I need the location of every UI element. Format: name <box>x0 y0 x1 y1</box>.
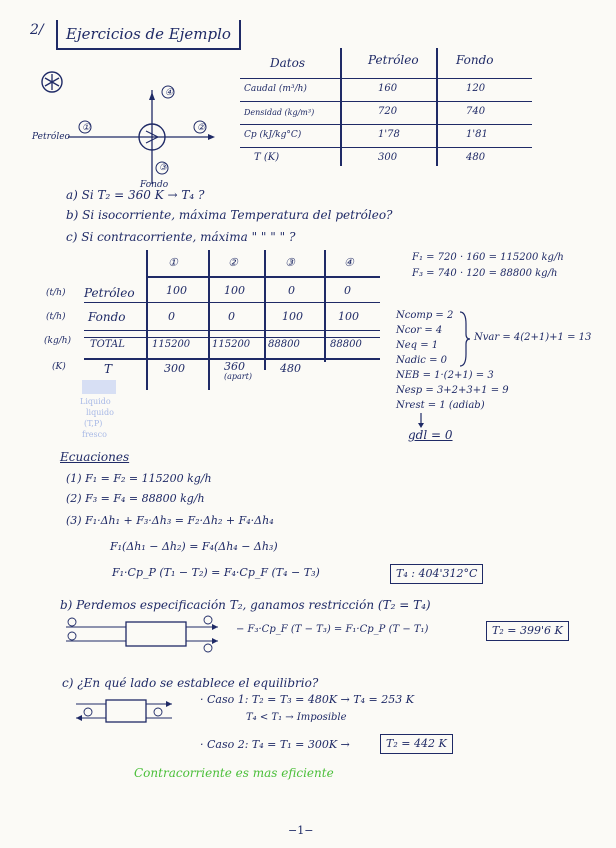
table-row: Caudal (m³/h) 160 120 <box>240 79 532 102</box>
result-a: T₄ : 404'312°C <box>390 564 483 584</box>
equation-3: (3) F₁·Δh₁ + F₃·Δh₃ = F₂·Δh₂ + F₄·Δh₄ <box>66 514 274 527</box>
stream-label-2: ② <box>197 123 206 133</box>
highlight-mark <box>82 380 116 394</box>
faded-note: liquido <box>86 408 114 417</box>
gdl: gdl = 0 <box>408 428 453 442</box>
table-row: T (K) 300 480 <box>254 152 486 163</box>
dof-line: Nrest = 1 (adiab) <box>396 400 485 411</box>
equations-title: Ecuaciones <box>60 450 130 464</box>
col-fondo: Fondo <box>456 53 494 67</box>
cocurrent-diagram <box>62 616 222 652</box>
question-c: c) Si contracorriente, máxima " " " " ? <box>66 230 296 244</box>
stream-label-1: ① <box>82 123 91 133</box>
header-stream-2: ② <box>228 256 238 269</box>
faded-note: fresco <box>82 430 107 439</box>
question-b: b) Si isocorriente, máxima Temperatura del petróleo? <box>66 208 393 222</box>
case-2: · Caso 2: T₄ = T₁ = 300K → <box>200 738 350 751</box>
result-b: T₂ = 399'6 K <box>486 621 569 641</box>
section-number: 2/ <box>30 22 44 38</box>
brace-icon <box>458 310 472 368</box>
countercurrent-diagram <box>74 694 174 728</box>
header-stream-1: ① <box>168 256 178 269</box>
faded-note: (T,P) <box>84 419 103 428</box>
label-fondo: Fondo <box>140 180 169 190</box>
dof-line: Ncor = 4 <box>396 325 443 336</box>
case-1b: T₄ < T₁ → Imposible <box>246 712 347 723</box>
data-table <box>240 48 532 170</box>
part-c-text: c) ¿En qué lado se establece el equilibrio? <box>62 676 319 690</box>
header-stream-3: ③ <box>285 256 295 269</box>
arrow-down-icon <box>416 413 426 429</box>
page-number: −1− <box>288 824 314 837</box>
conclusion: Contracorriente es mas eficiente <box>134 766 334 780</box>
question-a: a) Si T₂ = 360 K → T₄ ? <box>66 188 205 202</box>
dof-line: Ncomp = 2 <box>396 310 454 321</box>
case-1: · Caso 1: T₂ = T₃ = 480K → T₄ = 253 K <box>200 693 414 706</box>
dof-line: Nadic = 0 <box>396 355 448 366</box>
equation-1: (1) F₁ = F₂ = 115200 kg/h <box>66 472 212 485</box>
stream-label-4: ④ <box>165 88 174 98</box>
equation-4: F₁(Δh₁ − Δh₂) = F₄(Δh₄ − Δh₃) <box>110 540 278 553</box>
result-c: T₂ = 442 K <box>380 734 453 754</box>
page-title: Ejercicios de Ejemplo <box>56 20 241 50</box>
table-row: Densidad (kg/m³) 720 740 <box>240 102 532 125</box>
label-petroleo: Petróleo <box>32 132 70 142</box>
col-petroleo: Petróleo <box>368 53 419 67</box>
part-b-equation: − F₃·Cp_F (T − T₃) = F₁·Cp_P (T − T₁) <box>236 624 429 635</box>
flow-f1: F₁ = 720 · 160 = 115200 kg/h <box>412 252 564 263</box>
flow-f3: F₃ = 740 · 120 = 88800 kg/h <box>412 268 558 279</box>
col-datos: Datos <box>270 56 305 70</box>
nvar: Nvar = 4(2+1)+1 = 13 <box>474 332 592 343</box>
faded-note: Liquido <box>80 397 111 406</box>
table-row: Cp (kJ/kg°C) 1'78 1'81 <box>240 125 532 148</box>
dof-line: Neq = 1 <box>396 340 439 351</box>
header-stream-4: ④ <box>344 256 354 269</box>
equation-5: F₁·Cp_P (T₁ − T₂) = F₄·Cp_F (T₄ − T₃) <box>112 566 320 579</box>
stream-table: ① ② ③ ④ (t/h) Petróleo 100 100 0 0 (t/h) Fondo 0 0 100 100 (kg/h) TOTAL 115200 115200 88800 88800 (K) T 300 360 (apart) 480 <box>40 250 380 396</box>
stream-label-3: ③ <box>159 163 168 173</box>
dof-line: Nesp = 3+2+3+1 = 9 <box>396 385 509 396</box>
part-b-text: b) Perdemos especificación T₂, ganamos restricción (T₂ = T₄) <box>60 598 431 612</box>
equation-2: (2) F₃ = F₄ = 88800 kg/h <box>66 492 205 505</box>
dof-line: NEB = 1·(2+1) = 3 <box>396 370 494 381</box>
